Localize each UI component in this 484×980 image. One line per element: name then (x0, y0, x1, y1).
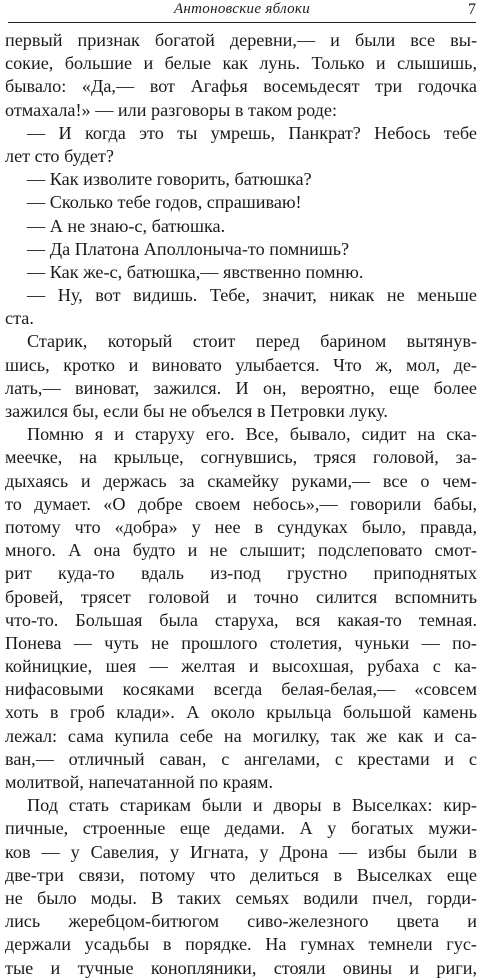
text-line: молитвой, напечатанной по краям. (5, 772, 274, 792)
text-line: две-три связи, потому что делиться в Выселках еще (5, 864, 477, 885)
running-title: Антоновские яблоки (173, 1, 311, 17)
text-line: лись жеребцом-битюгом сиво-железного цвета и (5, 911, 477, 932)
body-text (5, 29, 477, 980)
text-line: отмахала!» — или разговоры в таком роде: (5, 99, 338, 120)
text-line: сокие, большие и белые как лунь. Только и слышишь, (5, 53, 477, 74)
text-line: дыхаясь и держась за скамейку руками,— все о чем- (5, 470, 477, 491)
text-line: шись, кротко и виновато улыбается. Что ж, мол, де- (5, 354, 477, 375)
text-line: лет сто будет? (5, 145, 114, 166)
text-line: нифасовыми косяками всегда белая-белая,— «совсем (5, 679, 477, 700)
text-line: лежал: сама купила себе на могилку, так же как и са- (5, 725, 477, 746)
text-line: койницкие, шея — желтая и высохшая, рубаха с ка- (5, 656, 477, 677)
text-line: бывало: «Да,— вот Агафья восемьдесят три годочка (5, 76, 477, 97)
text-line: Старик, который стоит перед барином вытянув- (27, 331, 477, 352)
text-line: хоть в гроб клади». А около крыльца большой камень (5, 702, 477, 723)
text-line: рит куда-то вдаль из-под грустно приподнятых (5, 563, 477, 584)
text-line: бровей, трясет головой и точно силится вспомнить (5, 586, 477, 607)
text-line: Понева — чуть не прошлого столетия, чуньки — по- (5, 632, 477, 653)
text-line: — И когда это ты умрешь, Панкрат? Небось тебе (27, 122, 477, 143)
text-line: — Да Платона Аполлоныча-то помнишь? (27, 238, 350, 259)
text-line: — А не знаю-с, батюшка. (27, 215, 226, 236)
text-line: Под стать старикам были и дворы в Выселках: кир- (27, 795, 477, 816)
text-line: держали усадьбы в порядке. На гумнах темнели гус- (5, 934, 477, 955)
text-line: — Ну, вот видишь. Тебе, значит, никак не меньше (27, 285, 477, 306)
text-line: не было моды. В таких семьях водили пчел, горди- (5, 887, 477, 908)
text-line: потому что «добра» у нее в сундуках было, правда, (5, 516, 477, 537)
text-line: тые и тучные конопляники, стояли овины и риги, (5, 957, 477, 978)
text-line: лать,— виноват, зажился. И он, вероятно, еще более (5, 377, 477, 398)
text-line: — Как же-с, батюшка,— явственно помню. (27, 261, 364, 282)
text-line: ван,— отличный саван, с ангелами, с крестами и с (5, 748, 477, 769)
page-number: 7 (468, 1, 476, 18)
text-line: зажился бы, если бы не объелся в Петровки луку. (5, 401, 388, 421)
text-line: меечке, на крыльце, согнувшись, тряся головой, за- (5, 447, 477, 468)
text-line: что-то. Большая была старуха, вся какая-то темная. (5, 609, 477, 630)
running-header (8, 0, 476, 23)
text-line: то думает. «О добре своем небось»,— говорили бабы, (5, 493, 477, 514)
text-line: — Как изволите говорить, батюшка? (27, 169, 312, 190)
text-line: ков — у Савелия, у Игната, у Дрона — избы были в (5, 841, 477, 862)
text-line: — Сколько тебе годов, спрашиваю! (27, 192, 302, 213)
text-line: пичные, строенные еще дедами. А у богатых мужи- (5, 818, 477, 839)
text-line: много. А она будто и не слышит; подслеповато смот- (5, 540, 477, 561)
text-line: Помню я и старуху его. Все, бывало, сидит на ска- (27, 424, 477, 445)
text-line: ста. (5, 308, 34, 329)
text-line: первый признак богатой деревни,— и были все вы- (5, 30, 477, 50)
